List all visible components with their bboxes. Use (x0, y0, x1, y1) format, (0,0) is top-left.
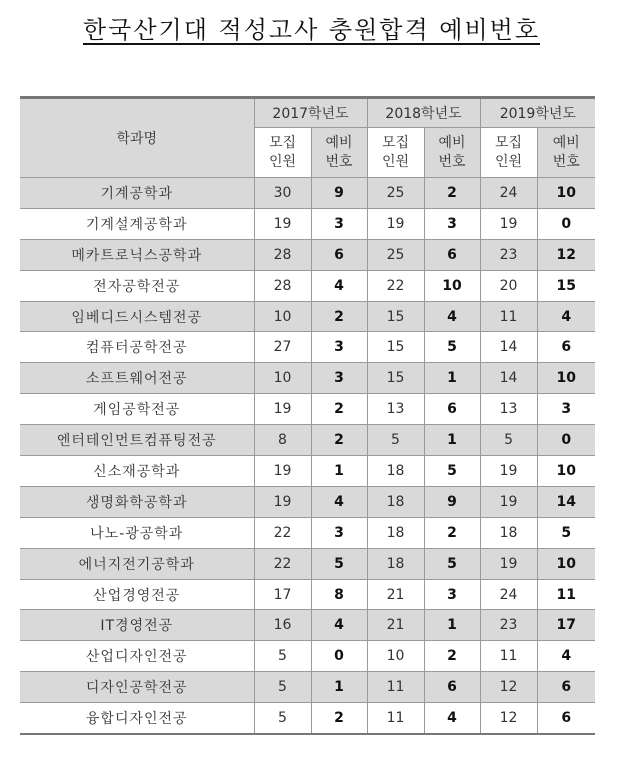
waitlist-number-cell: 3 (311, 332, 367, 363)
quota-cell: 19 (480, 456, 537, 487)
quota-cell: 27 (254, 332, 311, 363)
waitlist-number-cell: 4 (311, 610, 367, 641)
quota-header: 모집 인원 (480, 128, 537, 178)
quota-header: 모집 인원 (367, 128, 424, 178)
waitlist-number-cell: 6 (537, 332, 595, 363)
dept-name-cell: 게임공학전공 (20, 394, 254, 425)
quota-cell: 5 (254, 641, 311, 672)
waitlist-number-cell: 1 (424, 610, 480, 641)
waitlist-number-cell: 11 (537, 579, 595, 610)
quota-cell: 24 (480, 178, 537, 209)
table-row (20, 363, 595, 394)
waitlist-number-cell: 3 (311, 208, 367, 239)
table-row (20, 456, 595, 487)
dept-name-cell: 신소재공학과 (20, 456, 254, 487)
dept-column-header: 학과명 (20, 98, 254, 178)
quota-cell: 19 (254, 456, 311, 487)
waitlist-number-cell: 17 (537, 610, 595, 641)
waitlist-number-cell: 2 (311, 301, 367, 332)
waitlist-number-cell: 5 (424, 456, 480, 487)
waitlist-number-cell: 6 (424, 394, 480, 425)
quota-cell: 24 (480, 579, 537, 610)
quota-cell: 25 (367, 239, 424, 270)
waitlist-number-header: 예비 번호 (311, 128, 367, 178)
waitlist-number-cell: 1 (424, 363, 480, 394)
waitlist-number-header: 예비 번호 (537, 128, 595, 178)
waitlist-number-cell: 6 (537, 672, 595, 703)
waitlist-number-cell: 6 (537, 703, 595, 734)
dept-name-cell: 엔터테인먼트컴퓨팅전공 (20, 425, 254, 456)
dept-name-cell: 기계공학과 (20, 178, 254, 209)
waitlist-number-cell: 0 (537, 208, 595, 239)
table-row (20, 332, 595, 363)
dept-name-cell: 산업디자인전공 (20, 641, 254, 672)
quota-cell: 18 (367, 486, 424, 517)
waitlist-number-cell: 3 (424, 208, 480, 239)
quota-cell: 23 (480, 610, 537, 641)
quota-cell: 23 (480, 239, 537, 270)
waitlist-number-cell: 2 (311, 394, 367, 425)
waitlist-number-cell: 2 (424, 641, 480, 672)
waitlist-number-cell: 6 (424, 239, 480, 270)
quota-cell: 15 (367, 332, 424, 363)
quota-cell: 12 (480, 703, 537, 734)
quota-cell: 5 (480, 425, 537, 456)
waitlist-number-cell: 4 (311, 486, 367, 517)
waitlist-number-cell: 2 (424, 517, 480, 548)
waitlist-number-cell: 5 (537, 517, 595, 548)
quota-cell: 20 (480, 270, 537, 301)
dept-name-cell: 임베디드시스템전공 (20, 301, 254, 332)
waitlist-number-cell: 10 (537, 363, 595, 394)
quota-cell: 5 (254, 703, 311, 734)
dept-name-cell: 융합디자인전공 (20, 703, 254, 734)
quota-header: 모집 인원 (254, 128, 311, 178)
waitlist-number-cell: 15 (537, 270, 595, 301)
table-row (20, 548, 595, 579)
page-title (0, 10, 623, 45)
waitlist-number-cell: 10 (537, 178, 595, 209)
year-header-2018: 2018학년도 (367, 98, 480, 128)
waitlist-number-cell: 4 (537, 301, 595, 332)
quota-cell: 11 (367, 672, 424, 703)
table-row (20, 301, 595, 332)
quota-cell: 10 (367, 641, 424, 672)
quota-cell: 10 (254, 301, 311, 332)
dept-name-cell: 소프트웨어전공 (20, 363, 254, 394)
waitlist-number-header: 예비 번호 (424, 128, 480, 178)
table-row (20, 517, 595, 548)
quota-cell: 15 (367, 363, 424, 394)
year-header-2017: 2017학년도 (254, 98, 367, 128)
waitlist-number-cell: 2 (311, 425, 367, 456)
table-row (20, 425, 595, 456)
quota-cell: 19 (480, 486, 537, 517)
quota-cell: 28 (254, 239, 311, 270)
waitlist-number-cell: 4 (311, 270, 367, 301)
waitlist-number-cell: 4 (424, 703, 480, 734)
waitlist-number-cell: 9 (424, 486, 480, 517)
waitlist-number-cell: 5 (424, 548, 480, 579)
quota-cell: 11 (367, 703, 424, 734)
table-row (20, 703, 595, 734)
waitlist-number-cell: 0 (537, 425, 595, 456)
waitlist-number-cell: 3 (311, 363, 367, 394)
quota-cell: 14 (480, 332, 537, 363)
dept-name-cell: 나노-광공학과 (20, 517, 254, 548)
quota-cell: 12 (480, 672, 537, 703)
waitlist-number-cell: 6 (424, 672, 480, 703)
quota-cell: 19 (254, 394, 311, 425)
waitlist-number-cell: 3 (424, 579, 480, 610)
page-title-text: 한국산기대 적성고사 충원합격 예비번호 (82, 16, 540, 44)
quota-cell: 18 (367, 456, 424, 487)
quota-cell: 30 (254, 178, 311, 209)
quota-cell: 14 (480, 363, 537, 394)
quota-cell: 5 (367, 425, 424, 456)
dept-name-cell: IT경영전공 (20, 610, 254, 641)
waitlist-table (20, 96, 595, 735)
table-row (20, 270, 595, 301)
quota-cell: 18 (480, 517, 537, 548)
waitlist-number-cell: 5 (311, 548, 367, 579)
waitlist-number-cell: 1 (311, 456, 367, 487)
waitlist-number-cell: 0 (311, 641, 367, 672)
table-row (20, 239, 595, 270)
quota-cell: 17 (254, 579, 311, 610)
quota-cell: 10 (254, 363, 311, 394)
quota-cell: 8 (254, 425, 311, 456)
waitlist-number-cell: 4 (537, 641, 595, 672)
waitlist-number-cell: 2 (424, 178, 480, 209)
waitlist-number-cell: 8 (311, 579, 367, 610)
waitlist-number-cell: 1 (424, 425, 480, 456)
quota-cell: 5 (254, 672, 311, 703)
quota-cell: 19 (480, 208, 537, 239)
waitlist-number-cell: 10 (537, 456, 595, 487)
dept-name-cell: 산업경영전공 (20, 579, 254, 610)
table-row (20, 579, 595, 610)
dept-name-cell: 컴퓨터공학전공 (20, 332, 254, 363)
waitlist-number-cell: 4 (424, 301, 480, 332)
dept-name-cell: 전자공학전공 (20, 270, 254, 301)
year-header-2019: 2019학년도 (480, 98, 595, 128)
dept-name-cell: 에너지전기공학과 (20, 548, 254, 579)
quota-cell: 22 (254, 548, 311, 579)
table-row (20, 394, 595, 425)
quota-cell: 11 (480, 641, 537, 672)
quota-cell: 18 (367, 517, 424, 548)
waitlist-number-cell: 3 (311, 517, 367, 548)
dept-name-cell: 메카트로닉스공학과 (20, 239, 254, 270)
table-row (20, 641, 595, 672)
waitlist-number-cell: 10 (537, 548, 595, 579)
table-row (20, 672, 595, 703)
quota-cell: 11 (480, 301, 537, 332)
quota-cell: 18 (367, 548, 424, 579)
quota-cell: 13 (367, 394, 424, 425)
waitlist-number-cell: 10 (424, 270, 480, 301)
quota-cell: 19 (254, 208, 311, 239)
table-row (20, 486, 595, 517)
quota-cell: 19 (367, 208, 424, 239)
dept-name-cell: 생명화학공학과 (20, 486, 254, 517)
quota-cell: 19 (254, 486, 311, 517)
waitlist-number-cell: 2 (311, 703, 367, 734)
waitlist-number-cell: 9 (311, 178, 367, 209)
quota-cell: 25 (367, 178, 424, 209)
dept-name-cell: 기계설계공학과 (20, 208, 254, 239)
quota-cell: 21 (367, 610, 424, 641)
table-row (20, 610, 595, 641)
waitlist-number-cell: 5 (424, 332, 480, 363)
quota-cell: 21 (367, 579, 424, 610)
quota-cell: 19 (480, 548, 537, 579)
waitlist-number-cell: 12 (537, 239, 595, 270)
table-row (20, 178, 595, 209)
quota-cell: 22 (367, 270, 424, 301)
waitlist-number-cell: 1 (311, 672, 367, 703)
dept-name-cell: 디자인공학전공 (20, 672, 254, 703)
quota-cell: 28 (254, 270, 311, 301)
waitlist-number-cell: 14 (537, 486, 595, 517)
quota-cell: 13 (480, 394, 537, 425)
waitlist-number-cell: 6 (311, 239, 367, 270)
waitlist-number-cell: 3 (537, 394, 595, 425)
quota-cell: 16 (254, 610, 311, 641)
quota-cell: 22 (254, 517, 311, 548)
quota-cell: 15 (367, 301, 424, 332)
table-row (20, 208, 595, 239)
